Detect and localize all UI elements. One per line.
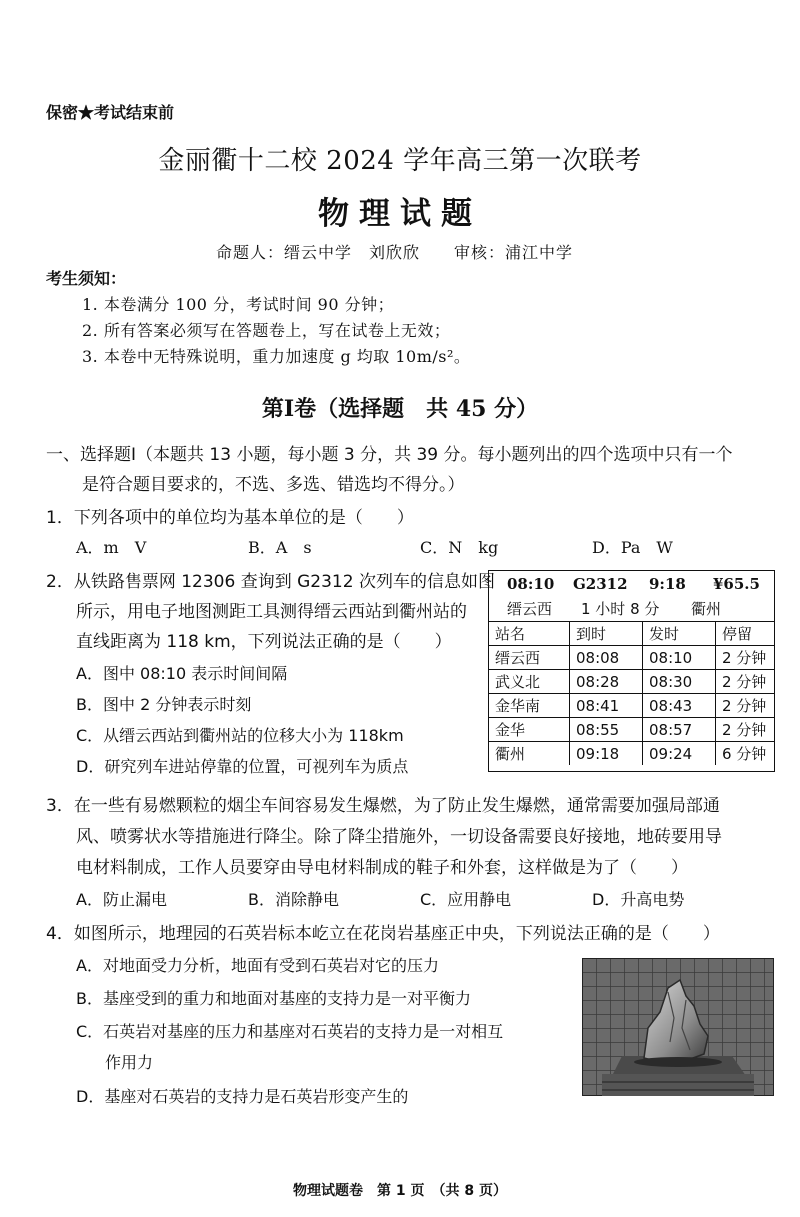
table-cell: 6 分钟	[716, 742, 775, 766]
table-cell: 08:30	[643, 670, 716, 694]
table-cell: 08:08	[570, 646, 643, 670]
train-schedule-table	[488, 570, 775, 772]
table-header-row	[489, 622, 774, 646]
table-cell: 08:28	[570, 670, 643, 694]
table-cell: 2 分钟	[716, 646, 775, 670]
table-cell: 缙云西	[489, 646, 570, 670]
part1-instructions-line2: 是符合题目要求的，不选、多选、错选均不得分。）	[82, 475, 465, 495]
q3-stem-line: 风、喷雾状水等措施进行降尘。除了降尘措施外，一切设备需要良好接地，地砖要用导	[76, 827, 722, 847]
notice-item: 3. 本卷中无特殊说明，重力加速度 g 均取 10m/s²。	[82, 347, 471, 366]
q1-stem: 1．下列各项中的单位均为基本单位的是（ ）	[46, 508, 414, 528]
q3-stem-line: 电材料制成，工作人员要穿由导电材料制成的鞋子和外套，这样做是为了（ ）	[76, 858, 688, 878]
q1-option-d: D．Pa W	[592, 538, 673, 557]
q2-stem-line: 2．从铁路售票网 12306 查询到 G2312 次列车的信息如图	[46, 572, 495, 592]
authors-line: 命题人：缙云中学 刘欣欣 审核：浦江中学	[216, 243, 574, 262]
table-cell: 09:18	[570, 742, 643, 766]
table-cell: 08:57	[643, 718, 716, 742]
table-cell: 2 分钟	[716, 694, 775, 718]
part1-instructions-line1: 一、选择题Ⅰ（本题共 13 小题，每小题 3 分，共 39 分。每小题列出的四个选项中只有一个	[46, 445, 733, 465]
table-cell: 08:55	[570, 718, 643, 742]
q2-option-c: C．从缙云西站到衢州站的位移大小为 118km	[76, 726, 404, 745]
q1-option-c: C．N kg	[420, 538, 499, 557]
table-row	[489, 742, 774, 766]
q2-option-d: D．研究列车进站停靠的位置，可视列车为质点	[76, 757, 409, 776]
q4-option-a: A．对地面受力分析，地面有受到石英岩对它的压力	[76, 956, 439, 975]
table-cell: 2 分钟	[716, 670, 775, 694]
q3-option-b: B．消除静电	[248, 890, 339, 909]
q2-option-b: B．图中 2 分钟表示时刻	[76, 695, 252, 714]
q2-option-a: A．图中 08:10 表示时间间隔	[76, 664, 288, 683]
table-cell: 2 分钟	[716, 718, 775, 742]
table-cell: 08:43	[643, 694, 716, 718]
notice-heading: 考生须知：	[46, 269, 127, 288]
schedule-grid	[489, 621, 774, 765]
subject-title: 物理试题	[318, 196, 482, 232]
column-header: 到时	[570, 622, 643, 646]
ticket-depart-time: 08:10	[507, 575, 555, 593]
q3-option-d: D．升高电势	[592, 890, 685, 909]
notice-item: 2. 所有答案必须写在答题卷上，写在试卷上无效；	[82, 321, 451, 340]
notice-item: 1. 本卷满分 100 分，考试时间 90 分钟；	[82, 295, 395, 314]
q4-stem: 4．如图所示，地理园的石英岩标本屹立在花岗岩基座正中央，下列说法正确的是（ ）	[46, 924, 720, 944]
page-footer: 物理试题卷 第 1 页 （共 8 页）	[293, 1183, 507, 1199]
q2-stem-line: 所示，用电子地图测距工具测得缙云西站到衢州站的	[76, 602, 467, 622]
q4-option-c: C．石英岩对基座的压力和基座对石英岩的支持力是一对相互	[76, 1022, 504, 1041]
ticket-duration: 1 小时 8 分	[581, 600, 660, 618]
ticket-from-station: 缙云西	[507, 600, 553, 618]
table-row	[489, 694, 774, 718]
table-cell: 金华	[489, 718, 570, 742]
q1-option-b: B．A s	[248, 538, 312, 557]
table-row	[489, 718, 774, 742]
q3-option-a: A．防止漏电	[76, 890, 167, 909]
q4-option-c-continuation: 作用力	[105, 1053, 154, 1072]
q3-option-c: C．应用静电	[420, 890, 512, 909]
exam-title: 金丽衢十二校 2024 学年高三第一次联考	[158, 146, 642, 176]
ticket-price: ¥65.5	[713, 575, 760, 593]
q4-option-b: B．基座受到的重力和地面对基座的支持力是一对平衡力	[76, 989, 471, 1008]
q1-option-a: A．m V	[76, 538, 147, 557]
table-cell: 金华南	[489, 694, 570, 718]
table-row	[489, 646, 774, 670]
q2-stem-line: 直线距离为 118 km，下列说法正确的是（ ）	[76, 632, 452, 652]
q4-option-d: D．基座对石英岩的支持力是石英岩形变产生的	[76, 1087, 409, 1106]
ticket-train-number: G2312	[573, 575, 628, 593]
q3-stem-line: 3．在一些有易燃颗粒的烟尘车间容易发生爆燃，为了防止发生爆燃，通常需要加强局部通	[46, 796, 720, 816]
confidential-label: 保密★考试结束前	[46, 103, 175, 122]
quartzite-rock-photo	[582, 958, 774, 1096]
table-cell: 09:24	[643, 742, 716, 766]
table-cell: 衢州	[489, 742, 570, 766]
section-title: 第Ⅰ卷（选择题 共 45 分）	[261, 396, 539, 422]
table-cell: 武义北	[489, 670, 570, 694]
ticket-to-station: 衢州	[691, 600, 722, 618]
ticket-arrive-time: 9:18	[649, 575, 686, 593]
table-row	[489, 670, 774, 694]
table-cell: 08:10	[643, 646, 716, 670]
column-header: 停留	[716, 622, 775, 646]
column-header: 发时	[643, 622, 716, 646]
table-cell: 08:41	[570, 694, 643, 718]
column-header: 站名	[489, 622, 570, 646]
